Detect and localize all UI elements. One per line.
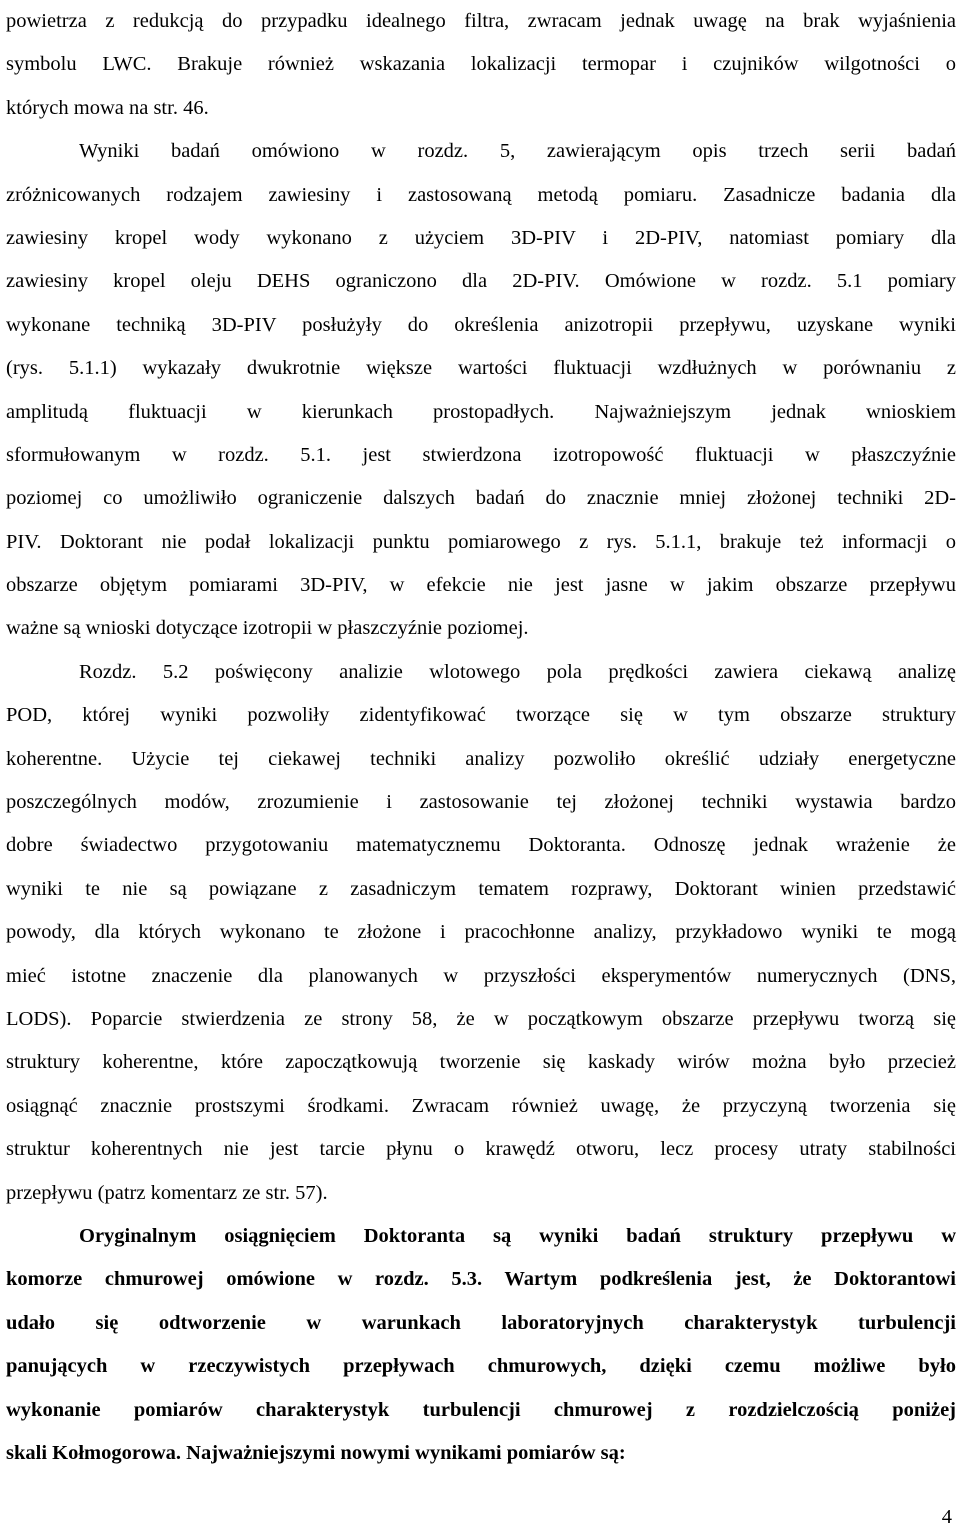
text-line: zawiesiny kropel oleju DEHS ograniczono dla 2D-PIV. Omówione w rozdz. 5.1 pomiary [6,270,956,293]
document-page [6,0,956,1475]
text-line: skali Kołmogorowa. Najważniejszymi nowymi wynikami pomiarów są: [6,1441,626,1464]
text-line: poszczególnych modów, zrozumienie i zastosowanie tej złożonej techniki wystawia bardzo [6,791,956,814]
text-line: których mowa na str. 46. [6,96,209,119]
text-line: obszarze objętym pomiarami 3D-PIV, w efekcie nie jest jasne w jakim obszarze przepływu [6,574,956,597]
text-line: wykonanie pomiarów charakterystyk turbulencji chmurowej z rozdzielczością poniżej [6,1398,956,1421]
text-line: wyniki te nie są powiązane z zasadniczym tematem rozprawy, Doktorant winien przedstawić [6,877,956,900]
text-line: panujących w rzeczywistych przepływach chmurowych, dzięki czemu możliwe było [6,1355,956,1378]
text-line: Wyniki badań omówiono w rozdz. 5, zawierającym opis trzech serii badań [79,140,956,163]
text-line: amplitudą fluktuacji w kierunkach prostopadłych. Najważniejszym jednak wnioskiem [6,400,956,423]
text-line: zróżnicowanych rodzajem zawiesiny i zastosowaną metodą pomiaru. Zasadnicze badania dla [6,183,956,206]
text-line: sformułowanym w rozdz. 5.1. jest stwierdzona izotropowość fluktuacji w płaszczyźnie [6,443,956,466]
text-line: POD, której wyniki pozwoliły zidentyfikować tworzące się w tym obszarze struktury [6,704,956,727]
text-line: struktury koherentne, które zapoczątkowują tworzenie się kaskady wirów można było przecież [6,1051,956,1074]
text-line: komorze chmurowej omówione w rozdz. 5.3. Wartym podkreślenia jest, że Doktorantowi [6,1268,956,1291]
text-line: mieć istotne znaczenie dla planowanych w przyszłości eksperymentów numerycznych (DNS, [6,964,956,987]
text-line: Oryginalnym osiągnięciem Doktoranta są wyniki badań struktury przepływu w [79,1224,956,1247]
text-line: przepływu (patrz komentarz ze str. 57). [6,1181,328,1204]
text-line: wykonane techniką 3D-PIV posłużyły do określenia anizotropii przepływu, uzyskane wyniki [6,313,956,336]
text-line: koherentne. Użycie tej ciekawej techniki analizy pozwoliło określić udziały energetyczne [6,747,956,770]
text-line: symbolu LWC. Brakuje również wskazania lokalizacji termopar i czujników wilgotności o [6,53,956,76]
text-line: PIV. Doktorant nie podał lokalizacji punktu pomiarowego z rys. 5.1.1, brakuje też informacji o [6,530,956,553]
text-line: ważne są wnioski dotyczące izotropii w płaszczyźnie poziomej. [6,617,529,640]
text-line: powody, dla których wykonano te złożone i pracochłonne analizy, przykładowo wyniki te mogą [6,921,956,944]
text-line: struktur koherentnych nie jest tarcie płynu o krawędź otworu, lecz procesy utraty stabilności [6,1138,956,1161]
text-line: LODS). Poparcie stwierdzenia ze strony 58, że w początkowym obszarze przepływu tworzą się [6,1007,956,1030]
text-line: powietrza z redukcją do przypadku idealnego filtra, zwracam jednak uwagę na brak wyjaśnienia [6,10,956,32]
text-line: udało się odtworzenie w warunkach laboratoryjnych charakterystyk turbulencji [6,1311,956,1334]
text-line: osiągnąć znacznie prostszymi środkami. Zwracam również uwagę, że przyczyną tworzenia się [6,1094,956,1117]
text-line: dobre świadectwo przygotowaniu matematycznemu Doktoranta. Odnoszę jednak wrażenie że [6,834,956,857]
page-number: 4 [941,1506,952,1528]
text-line: (rys. 5.1.1) wykazały dwukrotnie większe wartości fluktuacji wzdłużnych w porównaniu z [6,357,956,380]
text-line: Rozdz. 5.2 poświęcony analizie wlotowego pola prędkości zawiera ciekawą analizę [79,660,956,683]
text-line: poziomej co umożliwiło ograniczenie dalszych badań do znacznie mniej złożonej techniki 2D- [6,487,956,510]
text-line: zawiesiny kropel wody wykonano z użyciem 3D-PIV i 2D-PIV, natomiast pomiary dla [6,226,956,249]
